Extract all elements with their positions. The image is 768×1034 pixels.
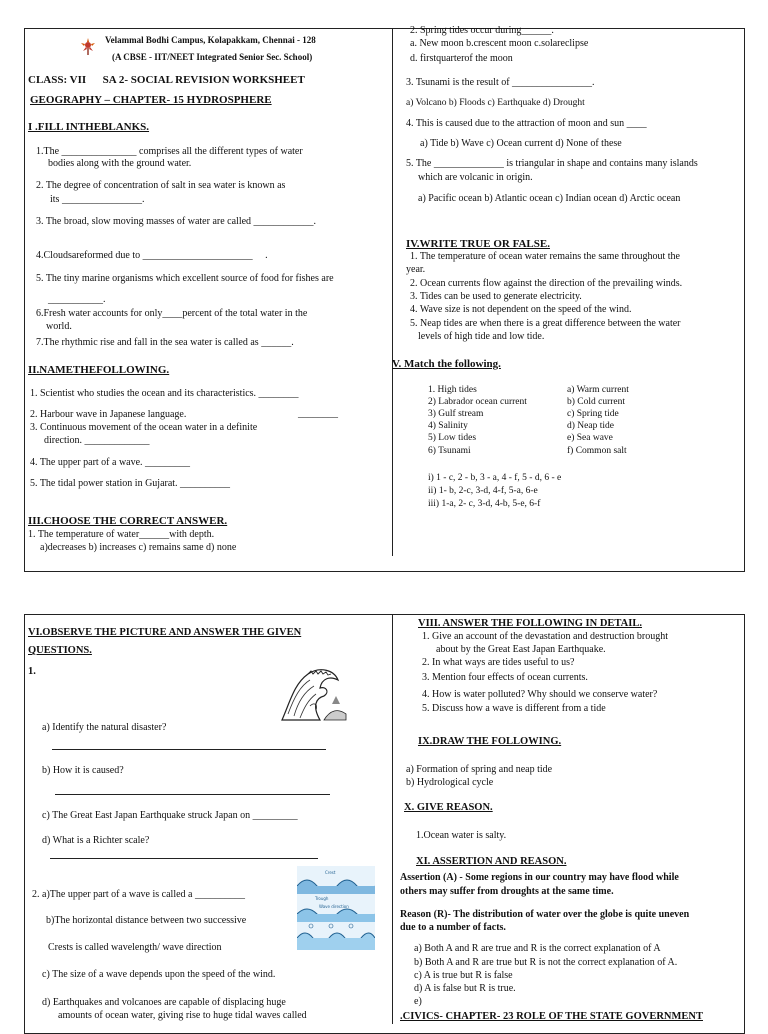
- s3-q5-options: a) Pacific ocean b) Atlantic ocean c) Indian ocean d) Arctic ocean: [418, 193, 681, 204]
- match-left-5: 5) Low tides: [428, 433, 477, 443]
- section-3-title: III.CHOOSE THE CORRECT ANSWER.: [28, 515, 228, 527]
- s6-q2d-line2: amounts of ocean water, giving rise to huge tidal waves called: [58, 1010, 307, 1021]
- s9-a: a) Formation of spring and neap tide: [406, 764, 553, 775]
- match-right-5: e) Sea wave: [567, 433, 613, 443]
- s6-q1-number: 1.: [28, 666, 36, 677]
- s8-q1-line1: 1. Give an account of the devastation and destruction brought: [422, 631, 669, 642]
- s1-q3: 3. The broad, slow moving masses of water are called ____________.: [36, 216, 317, 227]
- s11-option-a: a) Both A and R are true and R is the correct explanation of A: [414, 943, 661, 954]
- s6-qc: c) The Great East Japan Earthquake struck Japan on _________: [42, 810, 298, 821]
- s6-qb: b) How it is caused?: [42, 765, 124, 776]
- s11-option-d: d) A is false but R is true.: [414, 983, 516, 994]
- match-left-2: 2) Labrador ocean current: [428, 397, 527, 407]
- s1-q2-line1: 2. The degree of concentration of salt in sea water is known as: [36, 180, 286, 191]
- match-right-6: f) Common salt: [567, 446, 627, 456]
- s6-qa: a) Identify the natural disaster?: [42, 722, 167, 733]
- s1-q5-line2: ___________.: [48, 294, 106, 305]
- s10-q1: 1.Ocean water is salty.: [416, 830, 507, 841]
- school-affiliation: (A CBSE - IIT/NEET Integrated Senior Sec. School): [112, 52, 313, 62]
- match-left-1: 1. High tides: [428, 385, 477, 395]
- s3-q4: 4. This is caused due to the attraction of moon and sun ____: [406, 118, 647, 129]
- s11-option-b: b) Both A and R are true but R is not the correct explanation of A.: [414, 957, 678, 968]
- s3-q3: 3. Tsunami is the result of ________________.: [406, 77, 595, 88]
- s11-option-c: c) A is true but R is false: [414, 970, 513, 981]
- match-left-4: 4) Salinity: [428, 421, 468, 431]
- section-5-title: V. Match the following.: [392, 358, 501, 370]
- match-option-3: iii) 1-a, 2- c, 3-d, 4-b, 5-e, 6-f: [428, 499, 541, 509]
- s2-q2-blank: ________: [298, 408, 338, 419]
- s3-q3-options: a) Volcano b) Floods c) Earthquake d) Drought: [406, 98, 585, 108]
- s6-qd-answer-line: [50, 858, 318, 859]
- school-logo: [78, 36, 98, 56]
- page-2-divider: [392, 614, 393, 1024]
- s1-q2-line2: its ________________.: [50, 194, 145, 205]
- s1-q6-line1: 6.Fresh water accounts for only____percent of the total water in the: [36, 308, 308, 319]
- s6-q2d-line1: d) Earthquakes and volcanoes are capable of displacing huge: [42, 997, 286, 1008]
- section-8-title: VIII. ANSWER THE FOLLOWING IN DETAIL.: [418, 618, 642, 629]
- s2-q2: 2. Harbour wave in Japanese language.: [30, 409, 187, 420]
- s3-q2-line3: d. firstquarterof the moon: [410, 53, 513, 64]
- s4-q2: 2. Ocean currents flow against the direction of the prevailing winds.: [410, 278, 683, 289]
- s4-q5-line1: 5. Neap tides are when there is a great difference between the water: [410, 318, 681, 329]
- match-right-2: b) Cold current: [567, 397, 626, 407]
- s8-q5: 5. Discuss how a wave is different from a tide: [422, 703, 606, 714]
- match-option-1: i) 1 - c, 2 - b, 3 - a, 4 - f, 5 - d, 6 - e: [428, 473, 562, 483]
- s8-q2: 2. In what ways are tides useful to us?: [422, 657, 575, 668]
- s8-q3: 3. Mention four effects of ocean currents.: [422, 672, 588, 683]
- section-6-title-line1: VI.OBSERVE THE PICTURE AND ANSWER THE GIVEN: [28, 627, 302, 638]
- s3-q2-line1: 2. Spring tides occur during______.: [410, 25, 554, 36]
- s1-q5-line1: 5. The tiny marine organisms which excellent source of food for fishes are: [36, 273, 334, 284]
- s6-qd: d) What is a Richter scale?: [42, 835, 150, 846]
- section-1-title: I .FILL INTHEBLANKS.: [28, 121, 150, 133]
- s3-q2-line2: a. New moon b.crescent moon c.solareclipse: [410, 38, 589, 49]
- s11-assertion-line2: others may suffer from droughts at the same time.: [400, 886, 614, 897]
- s3-q1: 1. The temperature of water______with depth.: [28, 529, 215, 540]
- s6-q2a: 2. a)The upper part of a wave is called a __________: [32, 889, 245, 900]
- page-1-divider: [392, 28, 393, 556]
- s11-reason-line1: Reason (R)- The distribution of water over the globe is quite uneven: [400, 909, 690, 920]
- s2-q3-line2: direction. _____________: [44, 435, 150, 446]
- s11-option-e: e): [414, 996, 422, 1007]
- s4-q5-line2: levels of high tide and low tide.: [418, 331, 545, 342]
- wave-label-crest: Crest: [325, 870, 336, 875]
- wave-label-trough: Trough: [315, 896, 329, 901]
- s2-q3-line1: 3. Continuous movement of the ocean water in a definite: [30, 422, 258, 433]
- s6-q2c: c) The size of a wave depends upon the speed of the wind.: [42, 969, 276, 980]
- s3-q5-line1: 5. The ______________ is triangular in shape and contains many islands: [406, 158, 698, 169]
- s11-assertion-line1: Assertion (A) - Some regions in our country may have flood while: [400, 872, 679, 883]
- s11-reason-line2: due to a number of facts.: [400, 922, 506, 933]
- section-6-title-line2: QUESTIONS.: [28, 645, 92, 656]
- s6-qa-answer-line: [52, 749, 326, 750]
- s8-q4: 4. How is water polluted? Why should we conserve water?: [422, 689, 658, 700]
- match-left-6: 6) Tsunami: [428, 446, 471, 456]
- s4-q1-line2: year.: [406, 264, 426, 275]
- page-1-border: [24, 28, 745, 572]
- section-4-title: IV.WRITE TRUE OR FALSE.: [406, 238, 550, 250]
- wave-diagram: [297, 866, 375, 950]
- match-right-4: d) Neap tide: [567, 421, 614, 431]
- s4-q4: 4. Wave size is not dependent on the speed of the wind.: [410, 304, 632, 315]
- s1-q1-line1: 1.The _______________ comprises all the different types of water: [36, 146, 303, 157]
- civics-chapter-title: .CIVICS- CHAPTER- 23 ROLE OF THE STATE GOVERNMENT: [400, 1011, 703, 1022]
- match-left-3: 3) Gulf stream: [428, 409, 484, 419]
- s1-q1-line2: bodies along with the ground water.: [48, 158, 192, 169]
- chapter-line: GEOGRAPHY – CHAPTER- 15 HYDROSPHERE: [30, 94, 272, 106]
- school-name: Velammal Bodhi Campus, Kolapakkam, Chennai - 128: [105, 35, 316, 45]
- s2-q1: 1. Scientist who studies the ocean and its characteristics. ________: [30, 388, 299, 399]
- s6-q2b: b)The horizontal distance between two successive: [46, 915, 247, 926]
- s8-q1-line2: about by the Great East Japan Earthquake.: [436, 644, 606, 655]
- s2-q5: 5. The tidal power station in Gujarat. __________: [30, 478, 231, 489]
- s6-q2b-cont: Crests is called wavelength/ wave direction: [48, 942, 222, 953]
- match-option-2: ii) 1- b, 2-c, 3-d, 4-f, 5-a, 6-e: [428, 486, 538, 496]
- s4-q3: 3. Tides can be used to generate electricity.: [410, 291, 582, 302]
- s2-q4: 4. The upper part of a wave. _________: [30, 457, 191, 468]
- great-wave-picture: [280, 662, 348, 724]
- section-10-title: X. GIVE REASON.: [404, 802, 493, 813]
- s9-b: b) Hydrological cycle: [406, 777, 494, 788]
- s1-q7: 7.The rhythmic rise and fall in the sea water is called as ______.: [36, 337, 294, 348]
- match-right-1: a) Warm current: [567, 385, 629, 395]
- s4-q1-line1: 1. The temperature of ocean water remains the same throughout the: [410, 251, 680, 262]
- s6-qb-answer-line: [55, 794, 330, 795]
- wave-label-direction: Wave direction: [319, 904, 349, 909]
- match-right-3: c) Spring tide: [567, 409, 619, 419]
- s1-q4: 4.Cloudsareformed due to ______________________ .: [36, 250, 268, 261]
- s1-q6-line2: world.: [46, 321, 72, 332]
- s3-q5-line2: which are volcanic in origin.: [418, 172, 533, 183]
- section-11-title: XI. ASSERTION AND REASON.: [416, 856, 567, 867]
- s3-q1-options: a)decreases b) increases c) remains same d) none: [40, 542, 237, 553]
- section-9-title: IX.DRAW THE FOLLOWING.: [418, 736, 562, 747]
- s3-q4-options: a) Tide b) Wave c) Ocean current d) None of these: [420, 138, 622, 149]
- section-2-title: II.NAMETHEFOLLOWING.: [28, 364, 170, 376]
- class-line: CLASS: VII SA 2- SOCIAL REVISION WORKSHEET: [28, 74, 305, 86]
